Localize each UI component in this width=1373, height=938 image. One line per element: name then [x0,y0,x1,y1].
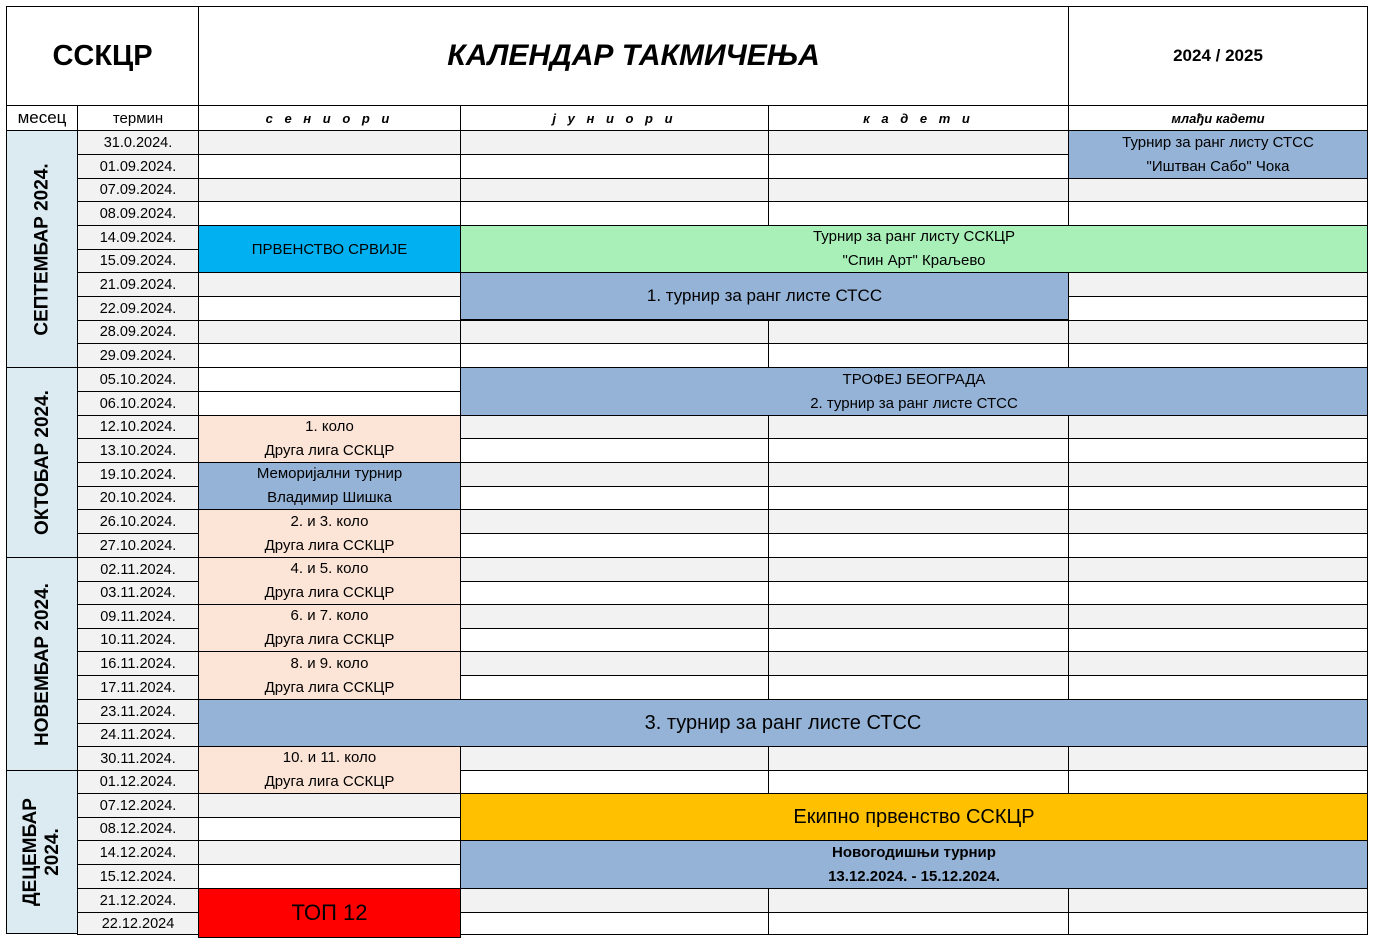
date-cell: 21.09.2024. [77,272,199,297]
date-cell: 15.12.2024. [77,864,199,889]
event-spin-art-tournament: Турнир за ранг листу ССКЦР "Спин Арт" Краљево [460,225,1368,273]
schedule-cell [768,486,1069,510]
event-league-round-2-3: 2. и 3. коло Друга лига ССКЦР [198,509,461,558]
schedule-cell [768,628,1069,652]
schedule-cell [198,840,461,865]
date-cell: 17.11.2024. [77,675,199,700]
schedule-cell [460,154,769,179]
schedule-cell [768,651,1069,676]
schedule-cell [198,320,461,344]
schedule-cell [460,628,769,652]
schedule-cell [1068,320,1368,344]
schedule-cell [768,888,1069,913]
event-league-round-10-11: 10. и 11. коло Друга лига ССКЦР [198,746,461,794]
schedule-cell [198,343,461,368]
schedule-cell [460,888,769,913]
schedule-cell [460,130,769,155]
schedule-cell [460,675,769,700]
schedule-cell [198,817,461,841]
schedule-cell [768,462,1069,487]
event-serbian-championship: ПРВЕНСТВО СРВИЈЕ [198,225,461,273]
date-cell: 07.09.2024. [77,178,199,202]
schedule-cell [768,201,1069,226]
date-cell: 30.11.2024. [77,746,199,771]
month-october: ОКТОБАР 2024. [6,367,78,558]
schedule-cell [768,509,1069,534]
event-new-year-tournament: Новогодишњи турнир 13.12.2024. - 15.12.2024. [460,840,1368,889]
date-cell: 06.10.2024. [77,391,199,416]
date-cell: 16.11.2024. [77,651,199,676]
schedule-cell [460,178,769,202]
date-cell: 13.10.2024. [77,438,199,463]
schedule-cell [460,486,769,510]
date-cell: 22.12.2024 [77,912,199,935]
schedule-cell [768,438,1069,463]
schedule-cell [460,320,769,344]
schedule-cell [768,581,1069,605]
date-cell: 20.10.2024. [77,486,199,510]
event-league-round-4-5: 4. и 5. коло Друга лига ССКЦР [198,557,461,605]
column-header-month: месец [6,105,78,131]
event-stss-tournament-3: 3. турнир за ранг листе СТСС [198,699,1368,747]
schedule-cell [198,201,461,226]
schedule-cell [198,391,461,416]
schedule-cell [1068,628,1368,652]
date-cell: 26.10.2024. [77,509,199,534]
date-cell: 27.10.2024. [77,533,199,558]
schedule-cell [768,154,1069,179]
event-league-round-8-9: 8. и 9. коло Друга лига ССКЦР [198,651,461,700]
schedule-cell [460,581,769,605]
schedule-cell [1068,604,1368,629]
schedule-cell [768,912,1069,935]
season-label: 2024 / 2025 [1068,6,1368,106]
schedule-cell [1068,675,1368,700]
schedule-cell [1068,651,1368,676]
schedule-cell [198,178,461,202]
date-cell: 21.12.2024. [77,888,199,913]
column-header-term: термин [77,105,199,131]
event-league-round-1: 1. коло Друга лига ССКЦР [198,415,461,463]
schedule-cell [198,272,461,297]
schedule-cell [460,770,769,794]
month-november: НОВЕМБАР 2024. [6,557,78,771]
schedule-cell [768,770,1069,794]
date-cell: 24.11.2024. [77,723,199,747]
schedule-cell [1068,462,1368,487]
schedule-cell [460,509,769,534]
schedule-cell [1068,415,1368,439]
date-cell: 01.12.2024. [77,770,199,794]
schedule-cell [198,367,461,392]
schedule-cell [1068,888,1368,913]
event-memorial-tournament: Меморијални турнир Владимир Шишка [198,462,461,510]
schedule-cell [198,864,461,889]
date-cell: 02.11.2024. [77,557,199,582]
schedule-cell [198,296,461,321]
date-cell: 23.11.2024. [77,699,199,724]
schedule-cell [768,320,1069,344]
org-title: ССКЦР [6,6,199,106]
column-header-younger-cadets: млађи кадети [1068,105,1368,131]
schedule-cell [1068,486,1368,510]
schedule-cell [460,438,769,463]
column-header-seniors: с е н и о р и [198,105,461,131]
schedule-cell [768,533,1069,558]
date-cell: 12.10.2024. [77,415,199,439]
event-league-round-6-7: 6. и 7. коло Друга лига ССКЦР [198,604,461,652]
event-belgrade-trophy: ТРОФЕЈ БЕОГРАДА 2. турнир за ранг листе СТСС [460,367,1368,416]
schedule-cell [768,178,1069,202]
schedule-cell [768,557,1069,582]
schedule-cell [768,746,1069,771]
column-header-cadets: к а д е т и [768,105,1069,131]
schedule-cell [1068,509,1368,534]
schedule-cell [198,154,461,179]
schedule-cell [768,343,1069,368]
date-cell: 08.09.2024. [77,201,199,226]
date-cell: 05.10.2024. [77,367,199,392]
schedule-cell [460,415,769,439]
event-choka-tournament: Турнир за ранг листу СТСС "Иштван Сабо" Чока [1068,130,1368,179]
schedule-cell [1068,343,1368,368]
schedule-cell [460,557,769,582]
schedule-cell [1068,912,1368,935]
schedule-cell [460,343,769,368]
date-cell: 15.09.2024. [77,249,199,273]
date-cell: 19.10.2024. [77,462,199,487]
schedule-cell [1068,581,1368,605]
schedule-cell [460,746,769,771]
schedule-cell [1068,533,1368,558]
date-cell: 29.09.2024. [77,343,199,368]
date-cell: 03.11.2024. [77,581,199,605]
schedule-cell [768,675,1069,700]
event-team-championship: Екипно првенство ССКЦР [460,793,1368,841]
date-cell: 01.09.2024. [77,154,199,179]
date-cell: 07.12.2024. [77,793,199,818]
calendar-title: КАЛЕНДАР ТАКМИЧЕЊА [198,6,1069,106]
schedule-cell [1068,178,1368,202]
column-header-juniors: ј у н и о р и [460,105,769,131]
schedule-cell [460,604,769,629]
schedule-cell [1068,557,1368,582]
date-cell: 31.0.2024. [77,130,199,155]
date-cell: 08.12.2024. [77,817,199,841]
date-cell: 28.09.2024. [77,320,199,344]
event-top-12: ТОП 12 [198,888,461,938]
schedule-cell [460,533,769,558]
date-cell: 14.09.2024. [77,225,199,250]
schedule-cell [460,912,769,935]
date-cell: 22.09.2024. [77,296,199,321]
schedule-cell [768,415,1069,439]
date-cell: 10.11.2024. [77,628,199,652]
schedule-cell [1068,201,1368,226]
date-cell: 14.12.2024. [77,840,199,865]
schedule-cell [460,651,769,676]
schedule-cell [768,604,1069,629]
schedule-cell [460,462,769,487]
event-stss-tournament-1: 1. турнир за ранг листе СТСС [460,272,1069,320]
schedule-cell [1068,438,1368,463]
schedule-cell [768,130,1069,155]
schedule-cell [1068,296,1368,321]
schedule-cell [1068,272,1368,297]
schedule-cell [1068,746,1368,771]
date-cell: 09.11.2024. [77,604,199,629]
schedule-cell [1068,770,1368,794]
month-december: ДЕЦЕМБАР 2024. [6,770,78,934]
schedule-cell [198,793,461,818]
schedule-cell [460,201,769,226]
month-september: СЕПТЕМБАР 2024. [6,130,78,368]
schedule-cell [198,130,461,155]
